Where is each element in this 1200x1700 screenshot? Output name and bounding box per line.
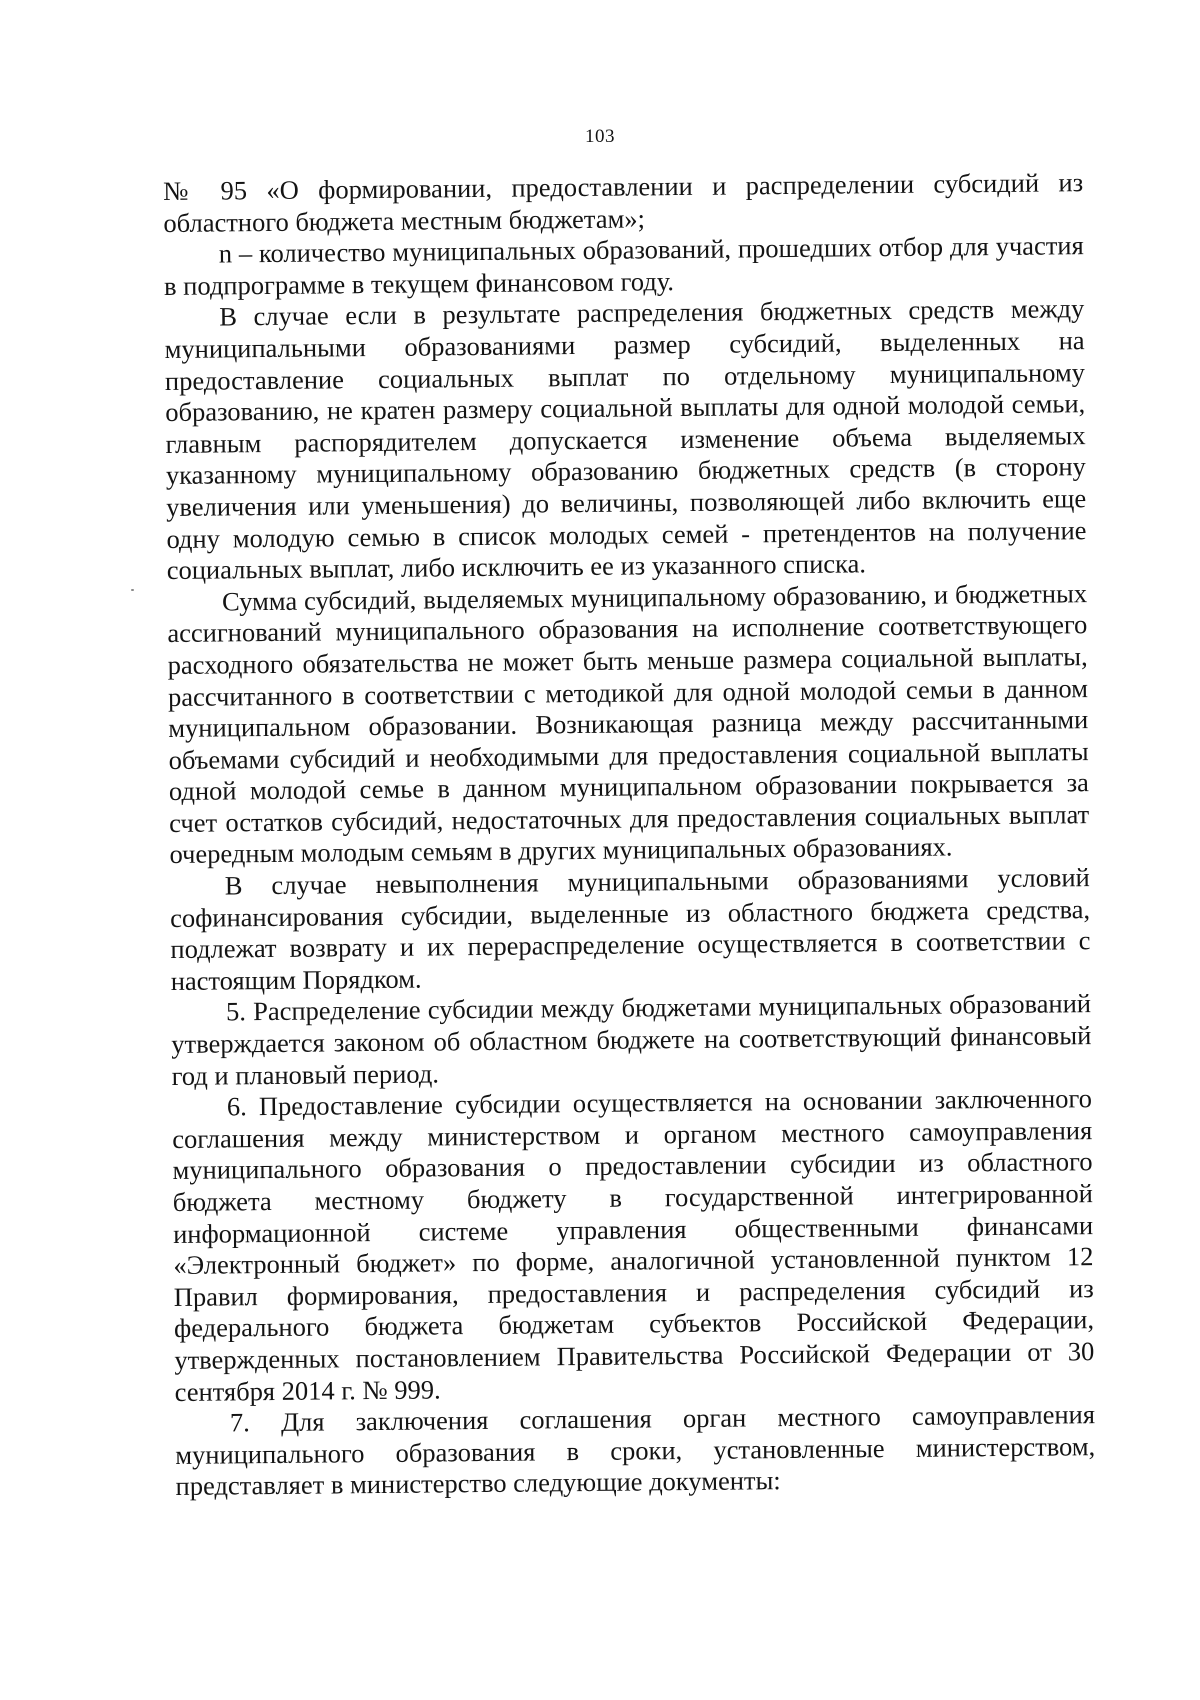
paragraph-subsidy-sum: Сумма субсидий, выделяемых муниципальному образованию, и бюджетных ассигнований муниципального образования на исполнение соответствующего расходного обязательства не может быть меньше размера социальной выплаты, рассчитанного в соответствии с методикой для одной молодой семьи в данном муниципальном образовании. Возникающая разница между рассчитанными объемами субсидий и необходимыми для предоставления социальной выплаты одной молодой семье в данном муниципальном образовании покрывается за счет остатков субсидий, недостаточных для предоставления социальных выплат очередным молодым семьям в других муниципальных образованиях.: [167, 577, 1090, 870]
document-body: [163, 167, 1096, 1503]
paragraph-continuation: № 95 «О формировании, предоставлении и распределении субсидий из областного бюджета местным бюджетам»;: [163, 167, 1084, 238]
page-number: 103: [585, 126, 615, 147]
paragraph-redistribution: В случае если в результате распределения бюджетных средств между муниципальными образованиями размер субсидий, выделенных на предоставление социальных выплат по отдельному муниципальному образованию, не кратен размеру социальной выплаты для одной молодой семьи, главным распорядителем допускается изменение объема выделяемых указанному муниципальному образованию бюджетных средств (в сторону увеличения или уменьшения) до величины, позволяющей либо включить еще одну молодую семью в список молодых семей - претендентов на получение социальных выплат, либо исключить ее из указанного списка.: [164, 293, 1087, 586]
paragraph-item-6: 6. Предоставление субсидии осуществляется на основании заключенного соглашения между министерством и органом местного самоуправления муниципального образования о предоставлении субсидии из областного бюджета местному бюджету в государственной интегрированной информационной системе управления общественными финансами «Электронный бюджет» по форме, аналогичной установленной пунктом 12 Правил формирования, предоставления и распределения субсидий из федерального бюджета бюджетам субъектов Российской Федерации, утвержденных постановлением Правительства Российской Федерации от 30 сентября 2014 г. № 999.: [172, 1083, 1095, 1407]
paragraph-item-7: 7. Для заключения соглашения орган местного самоуправления муниципального образования в сроки, установленные министерством, представляет в министерство следующие документы:: [175, 1399, 1096, 1502]
paragraph-non-compliance: В случае невыполнения муниципальными образованиями условий софинансирования субсидии, выделенные из областного бюджета средства, подлежат возврату и их перераспределение осуществляется в соответствии с настоящим Порядком.: [169, 862, 1091, 996]
paragraph-item-5: 5. Распределение субсидии между бюджетами муниципальных образований утверждается законом об областном бюджете на соответствующий финансовый год и плановый период.: [171, 988, 1092, 1091]
paragraph-n-definition: n – количество муниципальных образований, прошедших отбор для участия в подпрограмме в текущем финансовом году.: [163, 230, 1084, 301]
scan-speck: [131, 589, 134, 591]
